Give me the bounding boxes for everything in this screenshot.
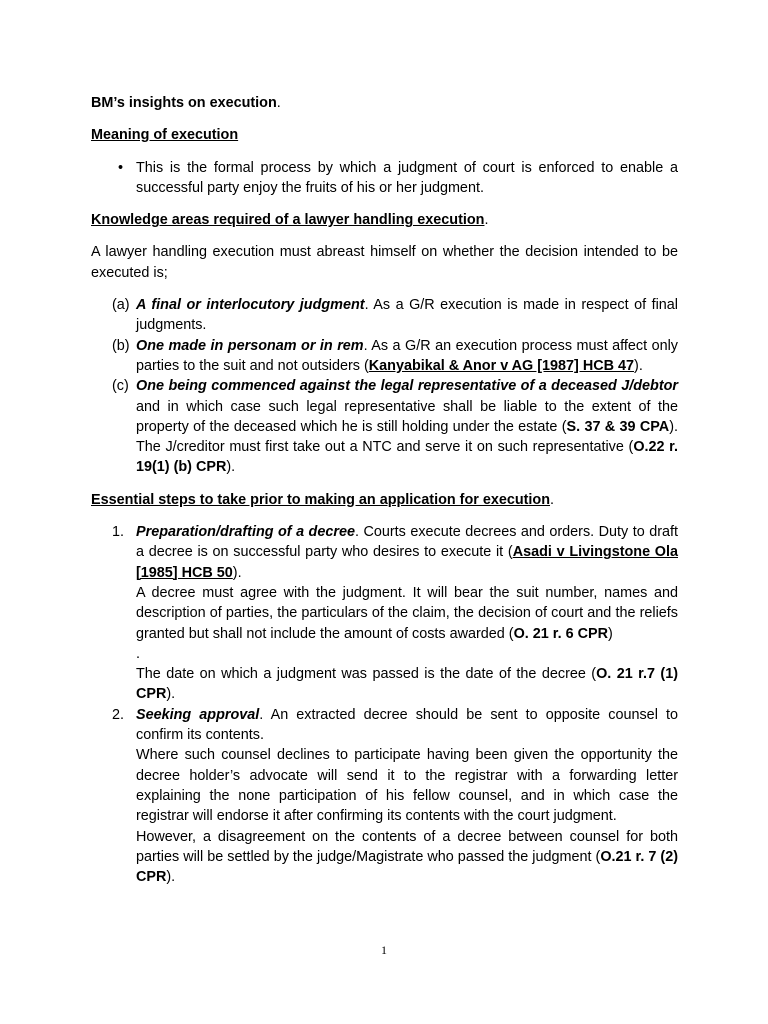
list-marker: (b): [112, 337, 130, 354]
meaning-bullet-list: [91, 158, 678, 199]
step-2-para-3: However, a disagreement on the contents of a decree between counsel for both parties will be settled by the judge/Magistrate who passed the judgment (O.21 r. 7 (2) CPR).: [136, 828, 678, 886]
list-item-a: (a) A final or interlocutory judgment. As a G/R execution is made in respect of final judgments.: [112, 297, 678, 334]
list-marker: (a): [112, 297, 130, 314]
list-marker: (c): [112, 378, 129, 395]
rule-citation: O. 21 r. 6 CPR: [513, 625, 608, 642]
step-1-para-3: The date on which a judgment was passed is the date of the decree (O. 21 r.7 (1) CPR).: [136, 666, 679, 703]
list-item-step-1: [91, 522, 678, 705]
list-item: • This is the formal process by which a judgment of court is enforced to enable a successful party enjoy the fruits of his or her judgment.: [118, 159, 678, 196]
rule-citation: O. 21 r.7 (1) CPR: [136, 666, 679, 703]
step-1-stray-dot: .: [136, 645, 140, 662]
step-1-para-2: A decree must agree with the judgment. It will bear the suit number, names and description of parties, the particulars of the claim, the decision of court and the reliefs granted but shall not include the amount of costs awarded (O. 21 r. 6 CPR): [136, 584, 678, 642]
rule-citation: O.21 r. 7 (2) CPR: [136, 848, 678, 886]
knowledge-list: [91, 295, 678, 478]
knowledge-intro: A lawyer handling execution must abreast himself on whether the decision intended to be executed is;: [91, 244, 678, 281]
section-heading-knowledge: Knowledge areas required of a lawyer handling execution.: [91, 212, 489, 229]
list-item-step-2: [91, 705, 678, 888]
list-item-c: (c) One being commenced against the legal representative of a deceased J/debtor and in which case such legal representative shall be liable to the extent of the property of the deceased which he is still holding under the estate (S. 37 & 39 CPA). The J/creditor must first take out a NTC and serve it on such representative (O.22 r. 19(1) (b) CPR).: [112, 378, 678, 476]
document-title: BM’s insights on execution.: [91, 95, 281, 111]
step-2-para-2: Where such counsel declines to participate having been given the opportunity the decree holder’s advocate will send it to the registrar with a forwarding letter explaining the none participation of his fellow counsel, and in which case the registrar will endorse it after confirming its contents with the court judgment.: [136, 747, 678, 825]
list-marker: 2.: [112, 706, 125, 723]
bullet-icon: •: [118, 159, 124, 176]
section-heading-meaning: Meaning of execution: [91, 127, 239, 144]
statute-citation: S. 37 & 39 CPA: [566, 418, 670, 435]
section-heading-steps: Essential steps to take prior to making an application for execution.: [91, 491, 555, 508]
case-citation: Kanyabikal & Anor v AG [1987] HCB 47: [368, 357, 635, 374]
document-body: [91, 93, 678, 887]
case-citation: Asadi v Livingstone Ola [1985] HCB 50: [136, 544, 678, 581]
page-number: 1: [381, 943, 387, 957]
step-2-para-1: Seeking approval. An extracted decree should be sent to opposite counsel to confirm its contents.: [136, 706, 678, 744]
step-1-para-1: Preparation/drafting of a decree. Courts execute decrees and orders. Duty to draft a decree is on successful party who desires to execute it (Asadi v Livingstone Ola [1985] HCB 50).: [136, 524, 678, 581]
rule-citation: O.22 r. 19(1) (b) CPR: [136, 439, 678, 476]
list-marker: 1.: [112, 524, 125, 541]
steps-list: [91, 522, 678, 887]
list-item-b: (b) One made in personam or in rem. As a G/R an execution process must affect only parties to the suit and not outsiders (Kanyabikal & Anor v AG [1987] HCB 47).: [112, 337, 678, 374]
